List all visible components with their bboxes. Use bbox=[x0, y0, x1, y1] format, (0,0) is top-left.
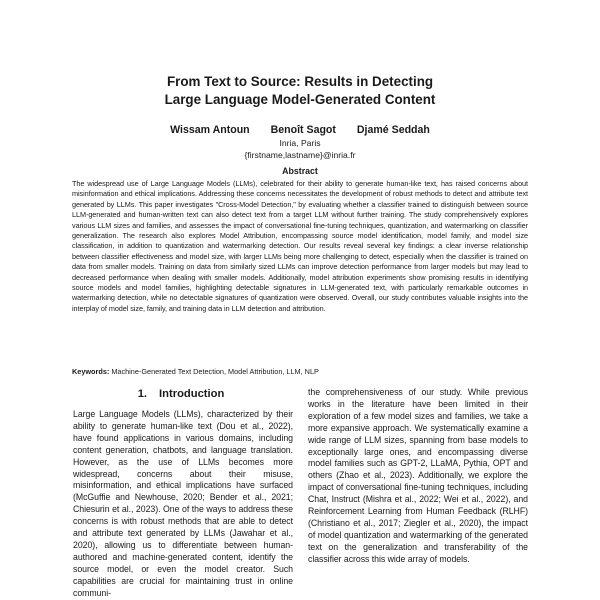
author-list bbox=[60, 124, 540, 137]
section-number: 1. bbox=[137, 388, 148, 400]
intro-paragraph-continued: the comprehensiveness of our study. While previous works in the literature have been limited in their exploration of a few model sizes and families, we take a more expansive approach. We systematically examine a wide range of LLM sizes, spanning from base models to exceptionally large ones, and encompassing diverse model families such as GPT-2, LLaMA, Pythia, OPT and others (Zhao et al., 2023). Additionally, we explore the impact of conversational fine-tuning techniques, including Chat, Instruct (Mishra et al., 2022; Wei et al., 2022), and Reinforcement Learning from Human Feedback (RLHF) (Christiano et al., 2017; Ziegler et al., 2020), the impact of model quantization and watermarking of the generated text on the generalization and transferability of the classifier across this wide array of models. bbox=[308, 387, 528, 564]
section-title: Introduction bbox=[159, 388, 225, 400]
author-name: Benoît Sagot bbox=[270, 124, 336, 136]
title-line-1: From Text to Source: Results in Detecting bbox=[166, 74, 434, 89]
paper-title bbox=[60, 73, 540, 109]
intro-paragraph: Large Language Models (LLMs), characterized by their ability to generate human-like text (Dou et al., 2022), have found applications in various domains, including content generation, chatbots, and language translation. However, as the use of LLMs becomes more widespread, concerns about their misuse, misinformation, and ethical implications have surfaced (McGuffie and Newhouse, 2020; Bender et al., 2021; Chiesurin et al., 2023). One of the ways to address these concerns is with robust methods that are able to detect and attribute text generated by LLMs (Jawahar et al., 2020), allowing us to differentiate between human-authored and machine-generated content, identify the source model, or even the model creator. Such capabilities are crucial for maintaining trust in online communi- bbox=[73, 409, 293, 598]
affiliation: Inria, Paris bbox=[279, 138, 321, 148]
author-email: {firstname,lastname}@inria.fr bbox=[244, 149, 356, 160]
intro-right-column bbox=[308, 387, 528, 566]
intro-left-column bbox=[73, 409, 293, 600]
abstract-text: The widespread use of Large Language Models (LLMs), celebrated for their ability to generate human-like text, has raised concerns about misinformation and ethical implications. Addressing these concerns necessitates the development of robust methods to detect and attribute text generated by LLMs. This paper investigates "Cross-Model Detection," by evaluating whether a classifier trained to distinguish between source LLM-generated and human-written text can also detect text from a target LLM without further training. The study comprehensively explores various LLM sizes and families, and assesses the impact of conversational fine-tuning techniques, quantization, and watermarking on classifier generalization. The research also explores Model Attribution, encompassing source model identification, model family, and model size classification, in addition to quantization and watermarking detection. Our results reveal several key findings: a clear inverse relationship between classifier effectiveness and model size, with larger LLMs being more challenging to detect, especially when the classifier is trained on data from smaller models. Training on data from similarly sized LLMs can improve detection performance from larger models but may lead to decreased performance when dealing with smaller models. Additionally, model attribution experiments show promising results in identifying source models and model families, highlighting detectable signatures in LLM-generated text, with particularly remarkable outcomes in watermarking detection, while no detectable signatures of quantization were observed. Overall, our study contributes valuable insights into the interplay of model size, family, and training data in LLM detection and attribution. bbox=[72, 179, 528, 313]
title-line-2: Large Language Model-Generated Content bbox=[164, 92, 436, 107]
keywords-text: Machine-Generated Text Detection, Model Attribution, LLM, NLP bbox=[111, 367, 319, 376]
section-heading bbox=[72, 387, 290, 401]
author-name: Djamé Seddah bbox=[356, 124, 430, 136]
affiliation-block bbox=[60, 138, 540, 161]
abstract-heading: Abstract bbox=[282, 166, 318, 176]
keywords-label: Keywords: bbox=[72, 367, 110, 376]
keywords-line bbox=[72, 367, 528, 377]
author-name: Wissam Antoun bbox=[170, 124, 250, 136]
